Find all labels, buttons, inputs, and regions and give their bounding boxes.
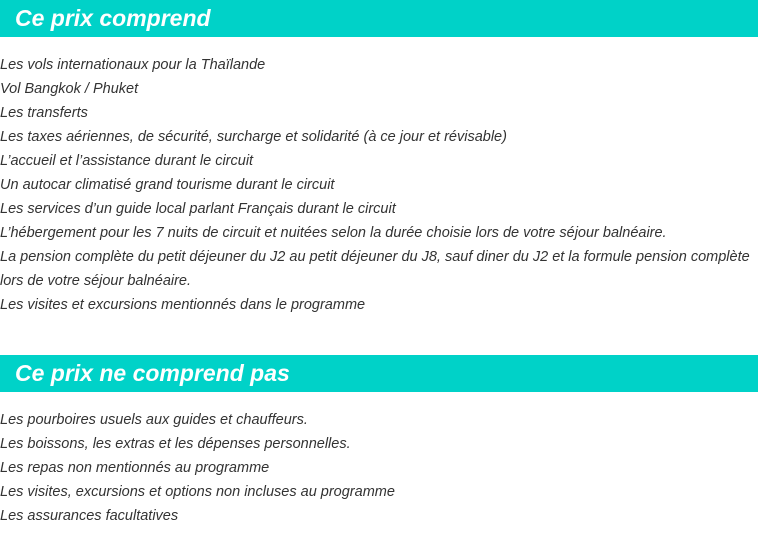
excludes-item: Les assurances facultatives <box>0 508 179 524</box>
includes-item: Les visites et excursions mentionnés dans le programme <box>0 297 366 313</box>
includes-item: L’accueil et l’assistance durant le circuit <box>0 153 254 169</box>
includes-item: L’hébergement pour les 7 nuits de circuit et nuitées selon la durée choisie lors de votre séjour balnéaire. <box>0 225 667 241</box>
excludes-section <box>0 355 758 528</box>
excludes-item: Les boissons, les extras et les dépenses personnelles. <box>0 436 351 452</box>
includes-item: Les services d’un guide local parlant Français durant le circuit <box>0 201 396 217</box>
excludes-title: Ce prix ne comprend pas <box>15 360 290 386</box>
includes-item: Un autocar climatisé grand tourisme durant le circuit <box>0 177 335 193</box>
includes-item: Les taxes aériennes, de sécurité, surcharge et solidarité (à ce jour et révisable) <box>0 129 507 145</box>
excludes-header-bar <box>0 355 758 392</box>
includes-list <box>0 53 758 317</box>
excludes-item: Les visites, excursions et options non incluses au programme <box>0 484 395 500</box>
includes-item: Les transferts <box>0 105 88 121</box>
includes-item: Les vols internationaux pour la Thaïlande <box>0 57 266 73</box>
excludes-item: Les repas non mentionnés au programme <box>0 460 270 476</box>
includes-item: La pension complète du petit déjeuner du J2 au petit déjeuner du J8, sauf diner du J2 et la formule pension complète lors de votre séjour balnéaire. <box>0 249 750 289</box>
excludes-item: Les pourboires usuels aux guides et chauffeurs. <box>0 412 308 428</box>
excludes-list <box>0 408 758 528</box>
includes-item: Vol Bangkok / Phuket <box>0 81 139 97</box>
includes-title: Ce prix comprend <box>15 5 211 31</box>
includes-header-bar <box>0 0 758 37</box>
